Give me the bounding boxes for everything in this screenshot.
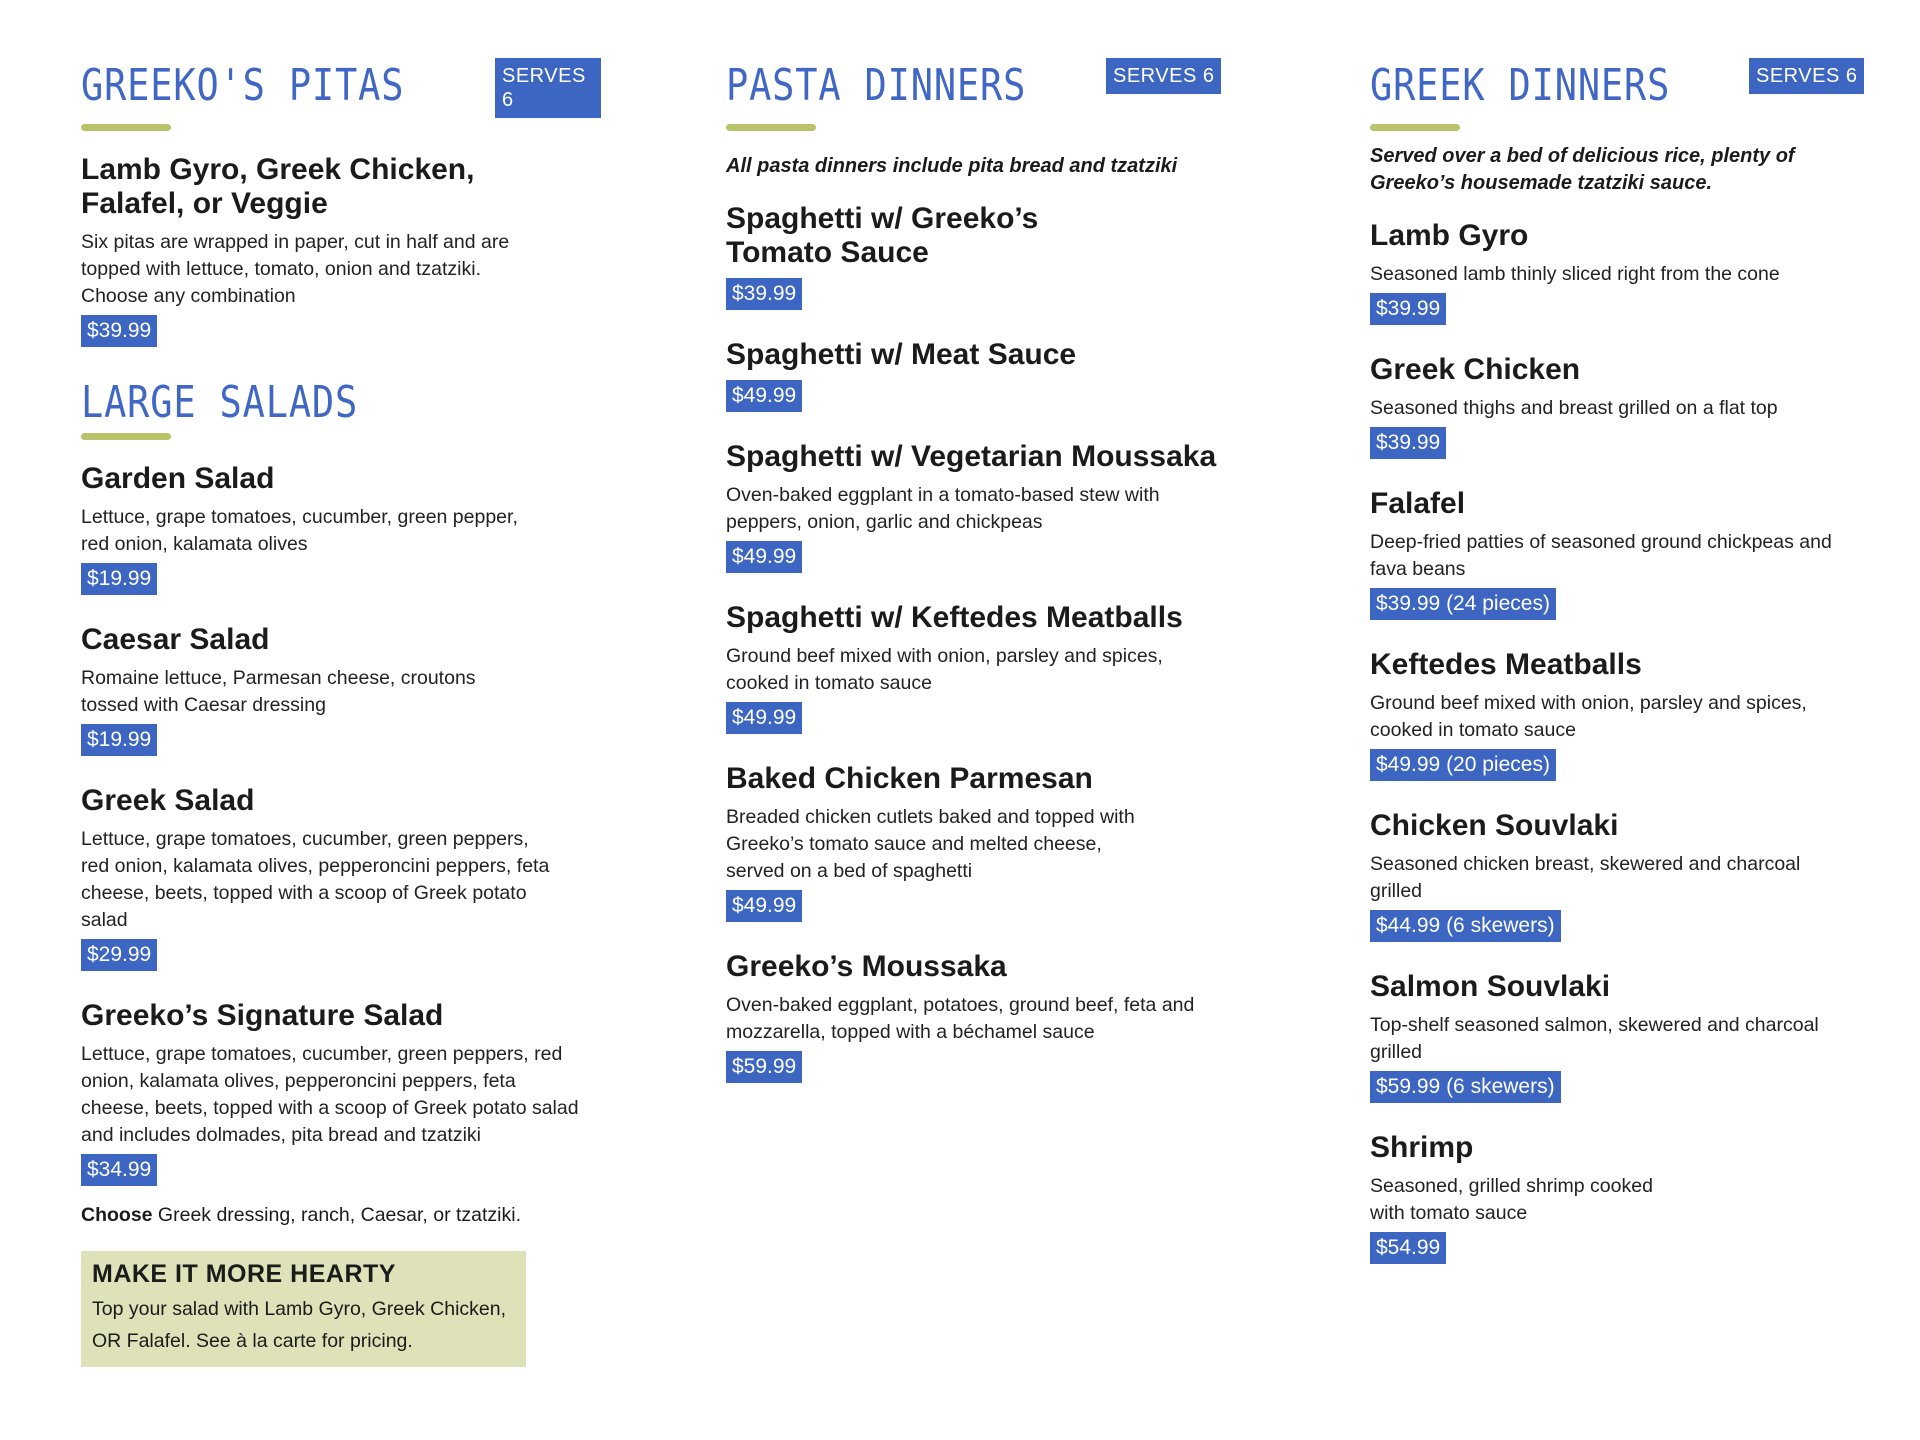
- pasta-section-header: [726, 58, 1236, 124]
- item-name: Lamb Gyro: [1370, 219, 1529, 252]
- column-pitas-salads: [81, 58, 601, 1367]
- greek-intro: Served over a bed of delicious rice, plenty of Greeko’s housemade tzatziki sauce.: [1370, 145, 1795, 194]
- price-tag: $39.99: [1370, 427, 1446, 459]
- price-tag: $19.99: [81, 563, 157, 595]
- price-tag: $39.99 (24 pieces): [1370, 588, 1556, 620]
- price-tag: $34.99: [81, 1154, 157, 1186]
- menu-item: [81, 462, 581, 623]
- item-name: Chicken Souvlaki: [1370, 809, 1619, 842]
- price-tag: $19.99: [81, 724, 157, 756]
- price-tag: $39.99: [81, 315, 157, 347]
- choose-label: Choose: [81, 1204, 153, 1226]
- item-description: Lettuce, grape tomatoes, cucumber, green peppers, red onion, kalamata olives, pepperoncini peppers, feta cheese, beets, topped with a scoop of Greek potato salad: [81, 828, 550, 931]
- salads-list: [81, 462, 581, 1190]
- greek-section-header: [1370, 58, 1870, 124]
- pasta-title: PASTA DINNERS: [726, 60, 1027, 111]
- item-name: Falafel: [1370, 487, 1466, 520]
- hearty-title: MAKE IT MORE HEARTY: [92, 1260, 396, 1288]
- price-tag: $29.99: [81, 939, 157, 971]
- price-tag: $49.99: [726, 541, 802, 573]
- item-description: Lettuce, grape tomatoes, cucumber, green pepper, red onion, kalamata olives: [81, 506, 518, 555]
- price-tag: $49.99: [726, 702, 802, 734]
- item-description: Breaded chicken cutlets baked and topped with Greeko’s tomato sauce and melted cheese, served on a bed of spaghetti: [726, 806, 1135, 882]
- menu-item: [1370, 648, 1870, 809]
- menu-item: [1370, 970, 1870, 1131]
- item-name: Lamb Gyro, Greek Chicken, Falafel, or Veggie: [81, 153, 475, 220]
- menu-item: [1370, 1131, 1870, 1292]
- salads-section-header: [81, 375, 601, 433]
- item-name: Salmon Souvlaki: [1370, 970, 1611, 1003]
- item-description: Top-shelf seasoned salmon, skewered and charcoal grilled: [1370, 1014, 1819, 1063]
- item-name: Greeko’s Moussaka: [726, 950, 1007, 983]
- price-tag: $54.99: [1370, 1232, 1446, 1264]
- menu-item: [81, 623, 581, 784]
- item-description: Six pitas are wrapped in paper, cut in half and are topped with lettuce, tomato, onion and tzatziki. Choose any combination: [81, 231, 510, 307]
- pitas-title: GREEKO'S PITAS: [81, 60, 405, 111]
- hearty-text: Top your salad with Lamb Gyro, Greek Chicken, OR Falafel. See à la carte for pricing.: [92, 1298, 507, 1352]
- price-tag: $49.99: [726, 890, 802, 922]
- price-tag: $49.99: [726, 380, 802, 412]
- item-description: Ground beef mixed with onion, parsley and spices, cooked in tomato sauce: [1370, 692, 1807, 741]
- menu-item: [1370, 353, 1870, 487]
- item-description: Ground beef mixed with onion, parsley and spices, cooked in tomato sauce: [726, 645, 1163, 694]
- price-tag: $39.99: [1370, 293, 1446, 325]
- item-name: Garden Salad: [81, 462, 275, 495]
- column-pasta: [726, 58, 1236, 1111]
- item-name: Spaghetti w/ Vegetarian Moussaka: [726, 440, 1217, 473]
- item-name: Spaghetti w/ Keftedes Meatballs: [726, 601, 1183, 634]
- pitas-section-header: [81, 58, 601, 124]
- price-tag: $59.99 (6 skewers): [1370, 1071, 1561, 1103]
- pitas-serves-badge: SERVES 6: [495, 58, 601, 118]
- dressing-choice-note: [81, 1202, 601, 1229]
- item-description: Oven-baked eggplant in a tomato-based stew with peppers, onion, garlic and chickpeas: [726, 484, 1160, 533]
- item-description: Seasoned chicken breast, skewered and charcoal grilled: [1370, 853, 1801, 902]
- menu-item: [1370, 809, 1870, 970]
- price-tag: $44.99 (6 skewers): [1370, 910, 1561, 942]
- menu-item: [81, 784, 581, 999]
- item-name: Shrimp: [1370, 1131, 1474, 1164]
- salads-title-underline: [81, 433, 171, 440]
- greek-title: GREEK DINNERS: [1370, 60, 1671, 111]
- greek-title-underline: [1370, 124, 1460, 131]
- menu-item: [1370, 219, 1870, 353]
- menu-item: [1370, 487, 1870, 648]
- salads-title: LARGE SALADS: [81, 377, 359, 428]
- price-tag: $49.99 (20 pieces): [1370, 749, 1556, 781]
- price-tag: $59.99: [726, 1051, 802, 1083]
- menu-item: [726, 202, 1126, 338]
- menu-item: [726, 762, 1236, 950]
- make-it-hearty-box: [81, 1251, 526, 1367]
- item-description: Romaine lettuce, Parmesan cheese, croutons tossed with Caesar dressing: [81, 667, 476, 716]
- item-name: Baked Chicken Parmesan: [726, 762, 1093, 795]
- item-name: Greek Chicken: [1370, 353, 1581, 386]
- menu-item: [726, 601, 1236, 762]
- item-name: Greeko’s Signature Salad: [81, 999, 444, 1032]
- column-greek-dinners: [1370, 58, 1870, 1292]
- menu-item: [726, 950, 1236, 1111]
- price-tag: $39.99: [726, 278, 802, 310]
- pasta-intro: All pasta dinners include pita bread and tzatziki: [726, 155, 1178, 177]
- item-description: Seasoned, grilled shrimp cooked with tomato sauce: [1370, 1175, 1653, 1224]
- item-description: Lettuce, grape tomatoes, cucumber, green peppers, red onion, kalamata olives, pepperoncini peppers, feta cheese, beets, topped with a scoop of Greek potato salad and includes dolmades, pita bread and tzatziki: [81, 1043, 579, 1146]
- item-description: Seasoned lamb thinly sliced right from the cone: [1370, 263, 1780, 285]
- greek-serves-badge: SERVES 6: [1749, 58, 1864, 94]
- item-description: Oven-baked eggplant, potatoes, ground beef, feta and mozzarella, topped with a béchamel sauce: [726, 994, 1195, 1043]
- choose-text: Greek dressing, ranch, Caesar, or tzatziki.: [152, 1204, 521, 1226]
- item-name: Keftedes Meatballs: [1370, 648, 1642, 681]
- menu-item: [81, 999, 581, 1190]
- item-name: Caesar Salad: [81, 623, 270, 656]
- item-name: Spaghetti w/ Greeko’s Tomato Sauce: [726, 202, 1039, 269]
- item-description: Seasoned thighs and breast grilled on a flat top: [1370, 397, 1778, 419]
- pasta-serves-badge: SERVES 6: [1106, 58, 1221, 94]
- menu-item: [726, 338, 1236, 440]
- item-name: Spaghetti w/ Meat Sauce: [726, 338, 1077, 371]
- pasta-title-underline: [726, 124, 816, 131]
- menu-item: [81, 153, 551, 375]
- pitas-title-underline: [81, 124, 171, 131]
- item-name: Greek Salad: [81, 784, 255, 817]
- menu-item: [726, 440, 1236, 601]
- item-description: Deep-fried patties of seasoned ground chickpeas and fava beans: [1370, 531, 1832, 580]
